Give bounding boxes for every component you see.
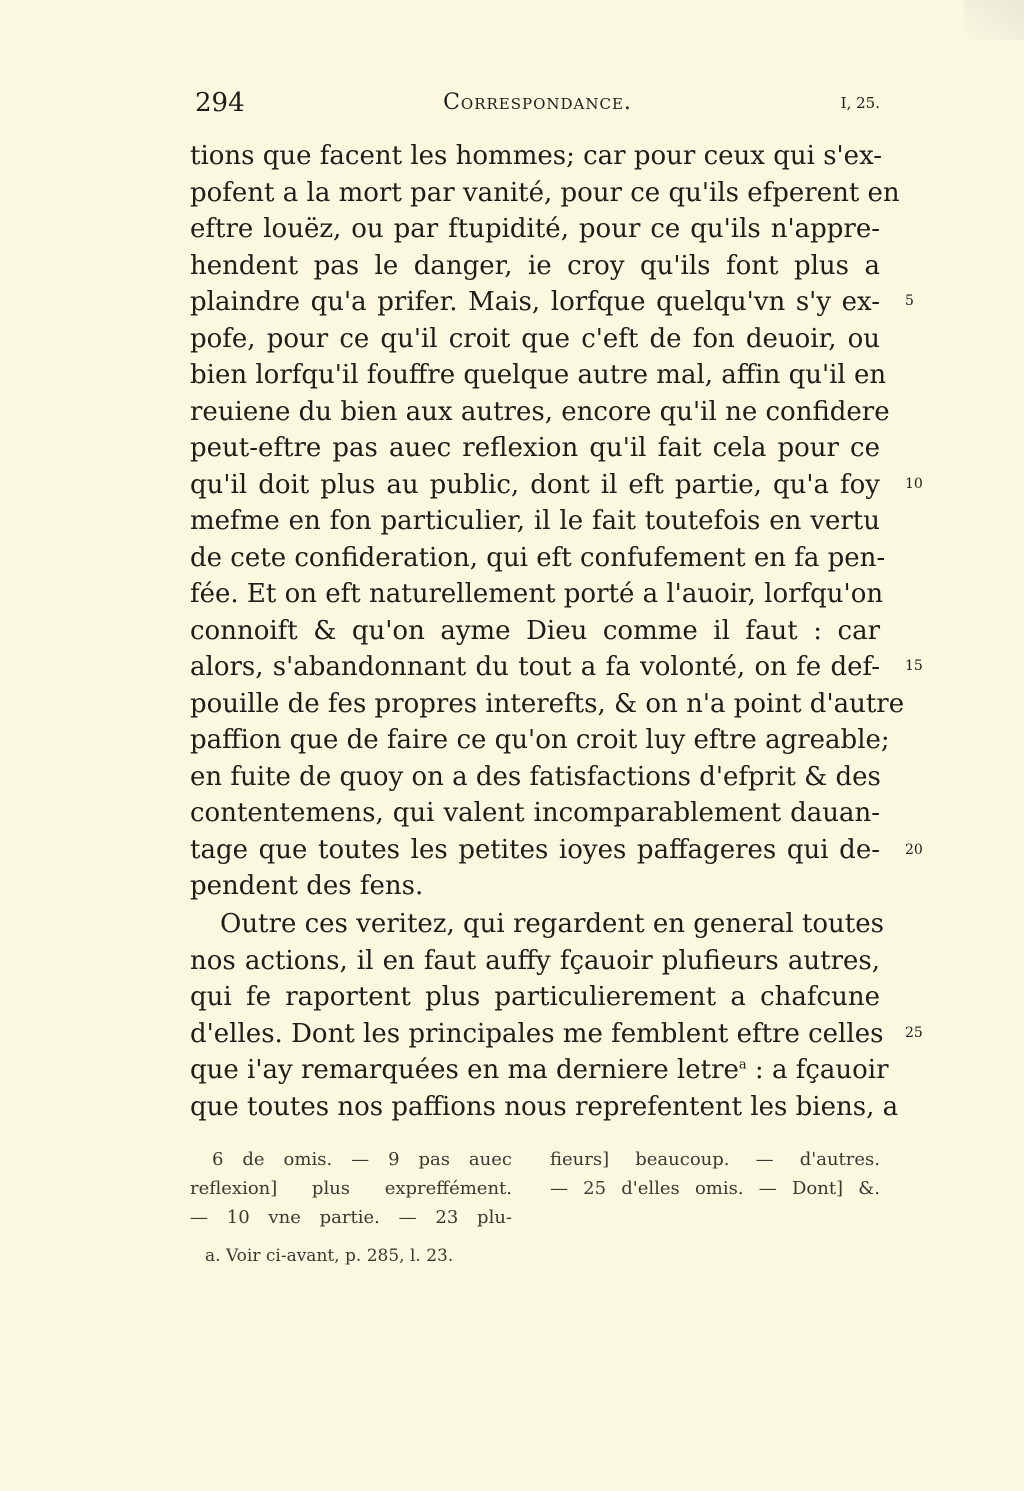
- page-edge-shadow: [964, 0, 1024, 40]
- variant-line: 6 de omis. — 9 pas auec: [212, 1149, 512, 1170]
- text-line-with-footnote-call: [190, 1052, 889, 1088]
- text-line: pofent a la mort par vanité, pour ce qu'ils efperent en: [190, 177, 900, 208]
- text-line: alors, s'abandonnant du tout a fa volonté, on fe def-: [190, 652, 880, 682]
- line-number: 20: [905, 842, 923, 858]
- text-line: d'elles. Dont les principales me femblent eftre celles: [190, 1018, 884, 1049]
- text-line: hendent pas le danger, ie croy qu'ils font plus a: [190, 250, 880, 281]
- text-line: de cete confideration, qui eft confufement en fa pen-: [190, 542, 886, 573]
- text-line: fée. Et on eft naturellement porté a l'auoir, lorfqu'on: [190, 579, 884, 609]
- text-line: Outre ces veritez, qui regardent en general toutes: [220, 909, 884, 939]
- text-line: pouille de fes propres interefts, & on n'a point d'autre: [190, 688, 905, 719]
- line-number: 25: [905, 1025, 923, 1041]
- variant-line: reflexion] plus expreffément.: [190, 1178, 512, 1199]
- text-line: en fuite de quoy on a des fatisfactions d'efprit & des: [190, 761, 881, 792]
- text-line: pofe, pour ce qu'il croit que c'eft de fon deuoir, ou: [190, 323, 880, 354]
- text-line: plaindre qu'a prifer. Mais, lorfque quelqu'vn s'y ex-: [190, 287, 880, 317]
- variant-readings: [190, 1145, 880, 1235]
- text-line: tage que toutes les petites ioyes paffageres qui de-: [190, 834, 880, 865]
- text-line: bien lorfqu'il fouffre quelque autre mal, affin qu'il en: [190, 360, 887, 390]
- text-line: reuiene du bien aux autres, encore qu'il ne confidere: [190, 396, 890, 427]
- running-title: Correspondance.: [443, 90, 632, 115]
- variant-line: — 25 d'elles omis. — Dont] &.: [550, 1178, 880, 1199]
- footnote: a. Voir ci-avant, p. 285, l. 23.: [205, 1246, 454, 1266]
- variant-line: fieurs] beaucoup. — d'autres.: [550, 1149, 880, 1170]
- text-line: nos actions, il en faut auffy fçauoir plufieurs autres,: [190, 945, 880, 976]
- variant-column-left: [190, 1145, 512, 1232]
- text-line: peut-eftre pas auec reflexion qu'il fait cela pour ce: [190, 433, 880, 463]
- text-line-segment: : a fçauoir: [746, 1055, 889, 1085]
- text-line: mefme en fon particulier, il le fait toutefois en vertu: [190, 506, 880, 536]
- running-head: [195, 88, 880, 124]
- text-line: eftre louëz, ou par ftupidité, pour ce qu'ils n'appre-: [190, 214, 880, 244]
- section-reference: I, 25.: [840, 94, 880, 112]
- text-line: qu'il doit plus au public, dont il eft partie, qu'a foy: [190, 469, 880, 500]
- text-line: qui fe raportent plus particulierement a chafcune: [190, 982, 880, 1012]
- text-line: paffion que de faire ce qu'on croit luy eftre agreable;: [190, 725, 890, 755]
- text-line: tions que facent les hommes; car pour ceux qui s'ex-: [190, 141, 883, 171]
- text-line: que toutes nos paffions nous reprefentent les biens, a: [190, 1091, 899, 1122]
- line-number: 10: [905, 476, 923, 492]
- line-number: 15: [905, 658, 923, 674]
- text-line: connoift & qu'on ayme Dieu comme il faut : car: [190, 615, 880, 646]
- line-number: 5: [905, 293, 914, 309]
- variant-line: — 10 vne partie. — 23 plu-: [190, 1207, 512, 1228]
- text-line-segment: que i'ay remarquées en ma derniere letre: [190, 1055, 739, 1085]
- variant-column-right: [550, 1145, 880, 1203]
- page-number: 294: [195, 88, 245, 118]
- text-line: pendent des fens.: [190, 871, 424, 901]
- text-line: contentemens, qui valent incomparablement dauan-: [190, 798, 880, 828]
- footnote-call: a: [738, 1057, 747, 1073]
